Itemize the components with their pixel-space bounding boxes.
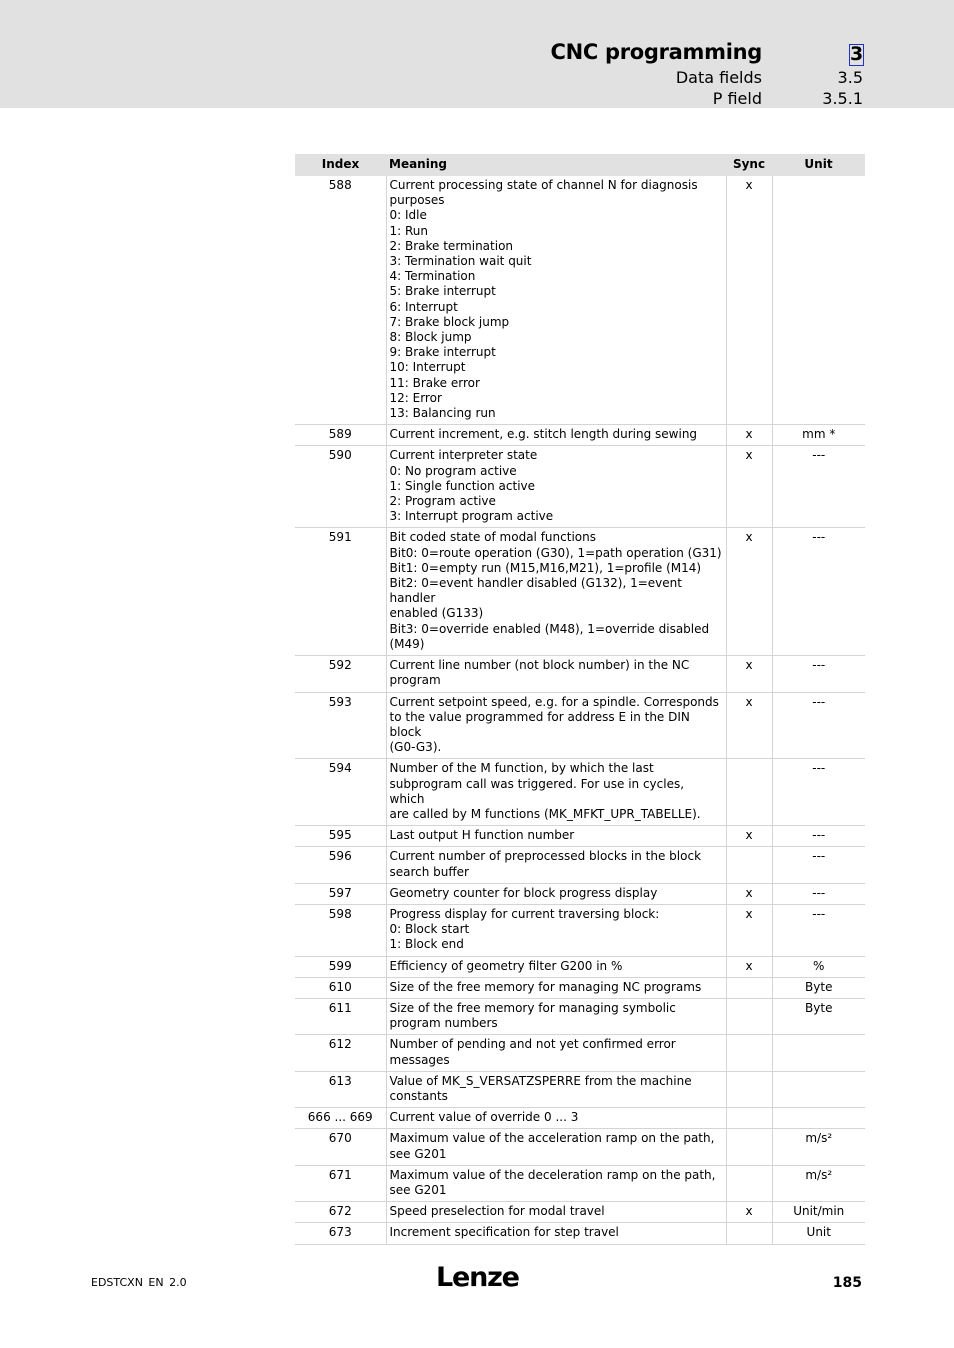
table-row: [295, 528, 865, 656]
cell-unit: ---: [772, 656, 865, 692]
table-body: [295, 176, 865, 1244]
cell-index: 613: [295, 1071, 386, 1107]
cell-unit: Byte: [772, 998, 865, 1034]
cell-index: 595: [295, 826, 386, 847]
cell-sync: [726, 977, 772, 998]
cell-index: 598: [295, 904, 386, 956]
cell-sync: x: [726, 883, 772, 904]
p-field-table: [295, 154, 865, 1245]
cell-unit: ---: [772, 847, 865, 883]
cell-unit: ---: [772, 759, 865, 826]
table-row: [295, 883, 865, 904]
cell-unit: ---: [772, 826, 865, 847]
section-title: Data fields: [675, 68, 762, 87]
cell-meaning: Efficiency of geometry filter G200 in %: [386, 956, 726, 977]
cell-unit: [772, 176, 865, 425]
table-row: [295, 176, 865, 425]
cell-sync: [726, 759, 772, 826]
cell-meaning: Geometry counter for block progress display: [386, 883, 726, 904]
table-row: [295, 1108, 865, 1129]
cell-meaning: Bit coded state of modal functions Bit0: 0=route operation (G30), 1=path operation (G31) Bit1: 0=empty run (M15,M16,M21), 1=profile (M14) Bit2: 0=event handler disabled (G132), 1=event handler enabled (G133) Bit3: 0=override enabled (M48), 1=override disabled (M49): [386, 528, 726, 656]
cell-index: 594: [295, 759, 386, 826]
cell-sync: [726, 1165, 772, 1201]
cell-index: 590: [295, 446, 386, 528]
table-row: [295, 1071, 865, 1107]
lenze-logo: Lenze: [436, 1262, 519, 1293]
table-row: [295, 425, 865, 446]
cell-meaning: Speed preselection for modal travel: [386, 1202, 726, 1223]
cell-meaning: Current interpreter state 0: No program active 1: Single function active 2: Program active 3: Interrupt program active: [386, 446, 726, 528]
cell-sync: x: [726, 176, 772, 425]
table-header-row: [295, 154, 865, 176]
table-row: [295, 1165, 865, 1201]
cell-meaning: Current number of preprocessed blocks in the block search buffer: [386, 847, 726, 883]
cell-sync: [726, 1035, 772, 1071]
cell-unit: [772, 1071, 865, 1107]
table-row: [295, 826, 865, 847]
table-row: [295, 656, 865, 692]
cell-unit: mm *: [772, 425, 865, 446]
cell-index: 588: [295, 176, 386, 425]
cell-meaning: Number of pending and not yet confirmed error messages: [386, 1035, 726, 1071]
cell-index: 592: [295, 656, 386, 692]
subsection-number: 3.5.1: [822, 89, 863, 108]
chapter-number-link[interactable]: 3: [850, 43, 864, 65]
cell-meaning: Progress display for current traversing block: 0: Block start 1: Block end: [386, 904, 726, 956]
cell-sync: x: [726, 904, 772, 956]
cell-sync: [726, 1129, 772, 1165]
cell-meaning: Current setpoint speed, e.g. for a spindle. Corresponds to the value programmed for address E in the DIN block (G0-G3).: [386, 692, 726, 759]
cell-sync: x: [726, 692, 772, 759]
table-row: [295, 759, 865, 826]
column-header-meaning: Meaning: [386, 154, 726, 176]
cell-unit: ---: [772, 692, 865, 759]
cell-index: 670: [295, 1129, 386, 1165]
cell-index: 597: [295, 883, 386, 904]
cell-meaning: Number of the M function, by which the last subprogram call was triggered. For use in cycles, which are called by M functions (MK_MFKT_UPR_TABELLE).: [386, 759, 726, 826]
column-header-sync: Sync: [726, 154, 772, 176]
cell-sync: x: [726, 446, 772, 528]
cell-sync: x: [726, 425, 772, 446]
table-row: [295, 1035, 865, 1071]
cell-meaning: Current increment, e.g. stitch length during sewing: [386, 425, 726, 446]
cell-meaning: Size of the free memory for managing NC programs: [386, 977, 726, 998]
cell-index: 666 ... 669: [295, 1108, 386, 1129]
cell-unit: [772, 1035, 865, 1071]
cell-meaning: Current line number (not block number) in the NC program: [386, 656, 726, 692]
cell-sync: x: [726, 1202, 772, 1223]
cell-meaning: Maximum value of the deceleration ramp on the path, see G201: [386, 1165, 726, 1201]
document-id: EDSTCXN EN 2.0: [91, 1276, 187, 1289]
section-number: 3.5: [837, 68, 863, 87]
cell-sync: [726, 998, 772, 1034]
cell-unit: ---: [772, 904, 865, 956]
cell-unit: ---: [772, 528, 865, 656]
cell-unit: Byte: [772, 977, 865, 998]
table-row: [295, 1223, 865, 1244]
table-row: [295, 977, 865, 998]
cell-meaning: Current processing state of channel N for diagnosis purposes 0: Idle 1: Run 2: Brake termination 3: Termination wait quit 4: Termination 5: Brake interrupt 6: Interrupt 7: Brake block jump 8: Block jump 9: Brake interrupt 10: Interrupt 11: Brake error 12: Error 13: Balancing run: [386, 176, 726, 425]
cell-unit: ---: [772, 446, 865, 528]
cell-sync: [726, 847, 772, 883]
cell-meaning: Last output H function number: [386, 826, 726, 847]
cell-meaning: Value of MK_S_VERSATZSPERRE from the machine constants: [386, 1071, 726, 1107]
cell-meaning: Increment specification for step travel: [386, 1223, 726, 1244]
table-row: [295, 956, 865, 977]
cell-index: 672: [295, 1202, 386, 1223]
cell-unit: ---: [772, 883, 865, 904]
table-row: [295, 1202, 865, 1223]
cell-sync: x: [726, 826, 772, 847]
table-row: [295, 847, 865, 883]
cell-sync: x: [726, 528, 772, 656]
cell-index: 591: [295, 528, 386, 656]
header-band: [0, 0, 954, 108]
cell-index: 599: [295, 956, 386, 977]
table-row: [295, 998, 865, 1034]
cell-meaning: Current value of override 0 ... 3: [386, 1108, 726, 1129]
table-row: [295, 904, 865, 956]
table-row: [295, 446, 865, 528]
cell-index: 612: [295, 1035, 386, 1071]
cell-meaning: Size of the free memory for managing symbolic program numbers: [386, 998, 726, 1034]
subsection-title: P field: [712, 89, 762, 108]
table-row: [295, 692, 865, 759]
chapter-title: CNC programming: [550, 40, 762, 64]
cell-unit: m/s²: [772, 1165, 865, 1201]
cell-sync: [726, 1108, 772, 1129]
cell-sync: x: [726, 656, 772, 692]
cell-sync: [726, 1071, 772, 1107]
cell-index: 673: [295, 1223, 386, 1244]
cell-unit: Unit/min: [772, 1202, 865, 1223]
cell-unit: %: [772, 956, 865, 977]
column-header-unit: Unit: [772, 154, 865, 176]
cell-unit: [772, 1108, 865, 1129]
cell-sync: x: [726, 956, 772, 977]
cell-index: 611: [295, 998, 386, 1034]
cell-unit: m/s²: [772, 1129, 865, 1165]
page-number: 185: [832, 1275, 862, 1291]
table-row: [295, 1129, 865, 1165]
cell-index: 593: [295, 692, 386, 759]
cell-index: 671: [295, 1165, 386, 1201]
cell-unit: Unit: [772, 1223, 865, 1244]
cell-meaning: Maximum value of the acceleration ramp on the path, see G201: [386, 1129, 726, 1165]
cell-index: 596: [295, 847, 386, 883]
cell-index: 589: [295, 425, 386, 446]
column-header-index: Index: [295, 154, 386, 176]
cell-index: 610: [295, 977, 386, 998]
cell-sync: [726, 1223, 772, 1244]
